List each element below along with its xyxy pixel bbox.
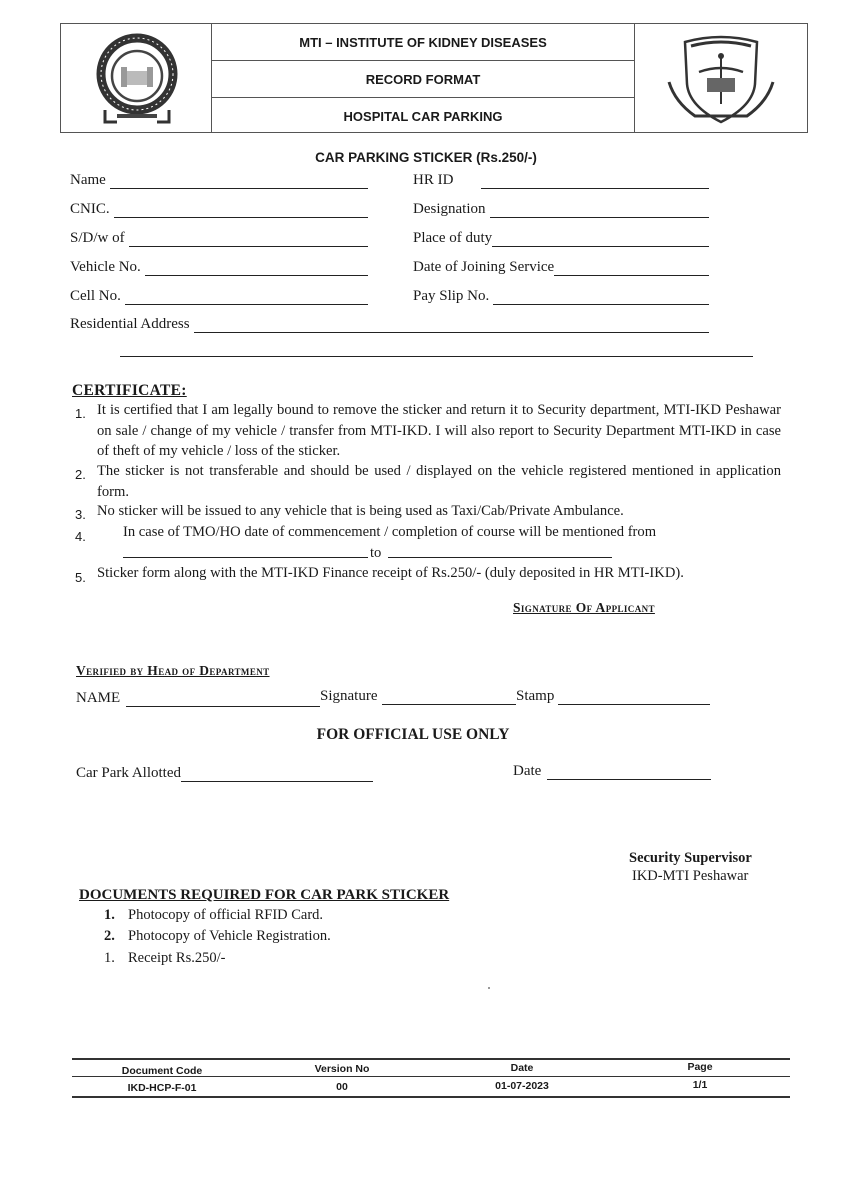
- vehicle-no-input-line[interactable]: [145, 261, 368, 276]
- supervisor-title: Security Supervisor: [629, 850, 752, 866]
- address-second-line[interactable]: [120, 356, 753, 357]
- joining-date-field[interactable]: [413, 259, 709, 276]
- hod-signature-label: Signature: [320, 688, 378, 704]
- cell-no-label: Cell No.: [70, 288, 121, 304]
- doc-item-3-text: Receipt Rs.250/-: [128, 950, 226, 966]
- header-record-format: RECORD FORMAT: [211, 61, 635, 98]
- footer-page-value: 1/1: [692, 1079, 708, 1091]
- cert-item-4-text: In case of TMO/HO date of commencement / completion of course will be mentioned from: [123, 524, 657, 540]
- official-use-heading: [0, 726, 852, 744]
- kidney-institute-logo-icon: [61, 24, 211, 132]
- form-title: CAR PARKING STICKER (Rs.250/-): [315, 150, 537, 165]
- cert-item-4-number: 4.: [75, 529, 86, 544]
- right-logo-cell: [634, 24, 807, 132]
- relation-label: S/D/w of: [70, 230, 125, 246]
- header-table: [60, 23, 808, 133]
- cert-item-1-text: It is certified that I am legally bound to remove the sticker and return it to Security department, MTI-IKD Peshawar on sale / change of my vehicle / transfer from MTI-IKD. I will also report to Security Department MTI-IKD in case of theft of my vehicle / loss of the sticker.: [97, 402, 781, 460]
- cert-item-3-text: No sticker will be issued to any vehicle that is being used as Taxi/Cab/Private Ambulance.: [97, 503, 624, 519]
- doc-item-1-number: 1.: [104, 907, 115, 923]
- cell-no-field[interactable]: [70, 288, 368, 305]
- place-of-duty-field[interactable]: [413, 230, 709, 247]
- place-of-duty-input-line[interactable]: [492, 232, 709, 247]
- pay-slip-label: Pay Slip No.: [413, 288, 490, 304]
- place-of-duty-label: Place of duty: [413, 230, 493, 246]
- medical-college-crest-icon: [635, 24, 807, 132]
- address-label: Residential Address: [70, 316, 190, 332]
- header-institute-name: MTI – INSTITUTE OF KIDNEY DISEASES: [211, 24, 635, 61]
- official-use-heading-text: FOR OFFICIAL USE ONLY: [316, 726, 510, 743]
- hod-stamp-input-line[interactable]: [558, 690, 710, 705]
- designation-input-line[interactable]: [490, 203, 710, 218]
- car-park-allotted-input-line[interactable]: [181, 767, 373, 782]
- doc-item-2-text: Photocopy of Vehicle Registration.: [128, 928, 331, 944]
- official-date-label: Date: [513, 763, 542, 779]
- cell-no-input-line[interactable]: [125, 290, 368, 305]
- hod-name-field[interactable]: [76, 690, 320, 707]
- joining-date-input-line[interactable]: [554, 261, 709, 276]
- hod-name-label: NAME: [76, 690, 121, 706]
- footer-version-value: 00: [336, 1081, 348, 1093]
- supervisor-org: IKD-MTI Peshawar: [632, 868, 749, 884]
- cert-item-2-text: The sticker is not transferable and should be used / displayed on the vehicle registered mentioned in application form.: [97, 463, 781, 500]
- cert-item-1-number: 1.: [75, 406, 86, 421]
- doc-item-2-number: 2.: [104, 928, 115, 944]
- hod-name-input-line[interactable]: [126, 692, 320, 707]
- course-to-label: to: [370, 545, 382, 561]
- course-from-line[interactable]: [123, 557, 368, 558]
- scan-speck: [488, 987, 490, 989]
- relation-input-line[interactable]: [129, 232, 368, 247]
- verification-heading: Verified by Head of Department: [76, 663, 270, 678]
- vehicle-no-label: Vehicle No.: [70, 259, 141, 275]
- cnic-label: CNIC.: [70, 201, 110, 217]
- car-park-allotted-field[interactable]: [76, 765, 373, 782]
- hod-signature-input-line[interactable]: [382, 690, 517, 705]
- hr-id-input-line[interactable]: [481, 174, 709, 189]
- footer-bottom-rule: [72, 1096, 790, 1098]
- pay-slip-field[interactable]: [413, 288, 709, 305]
- hr-id-label: HR ID: [413, 172, 454, 188]
- cert-item-5-text: Sticker form along with the MTI-IKD Finance receipt of Rs.250/- (duly deposited in HR MTI-IKD).: [97, 565, 684, 581]
- applicant-signature-label: Signature Of Applicant: [513, 600, 655, 615]
- footer-top-rule: [72, 1058, 790, 1060]
- car-park-allotted-label: Car Park Allotted: [76, 765, 181, 781]
- name-field[interactable]: [70, 172, 368, 189]
- pay-slip-input-line[interactable]: [493, 290, 709, 305]
- cnic-input-line[interactable]: [114, 203, 368, 218]
- official-date-field[interactable]: [513, 763, 711, 780]
- footer-header-version: Version No: [314, 1063, 370, 1075]
- address-input-line[interactable]: [194, 318, 709, 333]
- hod-stamp-label: Stamp: [516, 688, 555, 704]
- doc-item-3-number: 1.: [104, 950, 115, 966]
- doc-item-1-text: Photocopy of official RFID Card.: [128, 907, 324, 923]
- header-title-cells: [211, 24, 635, 132]
- cert-item-2-number: 2.: [75, 467, 86, 482]
- designation-field[interactable]: [413, 201, 709, 218]
- name-input-line[interactable]: [110, 174, 368, 189]
- footer-header-document-code: Document Code: [121, 1065, 203, 1077]
- name-label: Name: [70, 172, 106, 188]
- designation-label: Designation: [413, 201, 486, 217]
- official-date-input-line[interactable]: [547, 765, 711, 780]
- header-hospital-car-parking: HOSPITAL CAR PARKING: [343, 108, 503, 124]
- hod-signature-field[interactable]: [320, 688, 516, 705]
- cert-item-3-number: 3.: [75, 507, 86, 522]
- footer-document-code-value: IKD-HCP-F-01: [127, 1082, 197, 1094]
- course-to-line[interactable]: [388, 557, 612, 558]
- left-logo-cell: [61, 24, 212, 132]
- address-field[interactable]: [70, 316, 709, 333]
- certificate-heading: CERTIFICATE:: [72, 382, 187, 399]
- footer-date-value: 01-07-2023: [495, 1080, 549, 1092]
- documents-heading: DOCUMENTS REQUIRED FOR CAR PARK STICKER: [79, 887, 450, 903]
- hr-id-field[interactable]: [413, 172, 709, 189]
- joining-date-label: Date of Joining Service: [413, 259, 555, 275]
- footer-header-page: Page: [687, 1061, 713, 1073]
- footer-header-date: Date: [510, 1062, 534, 1074]
- cnic-field[interactable]: [70, 201, 368, 218]
- document-control-table: [72, 1058, 790, 1102]
- hod-stamp-field[interactable]: [516, 688, 710, 705]
- cert-item-5-number: 5.: [75, 570, 86, 585]
- relation-field[interactable]: [70, 230, 368, 247]
- vehicle-no-field[interactable]: [70, 259, 368, 276]
